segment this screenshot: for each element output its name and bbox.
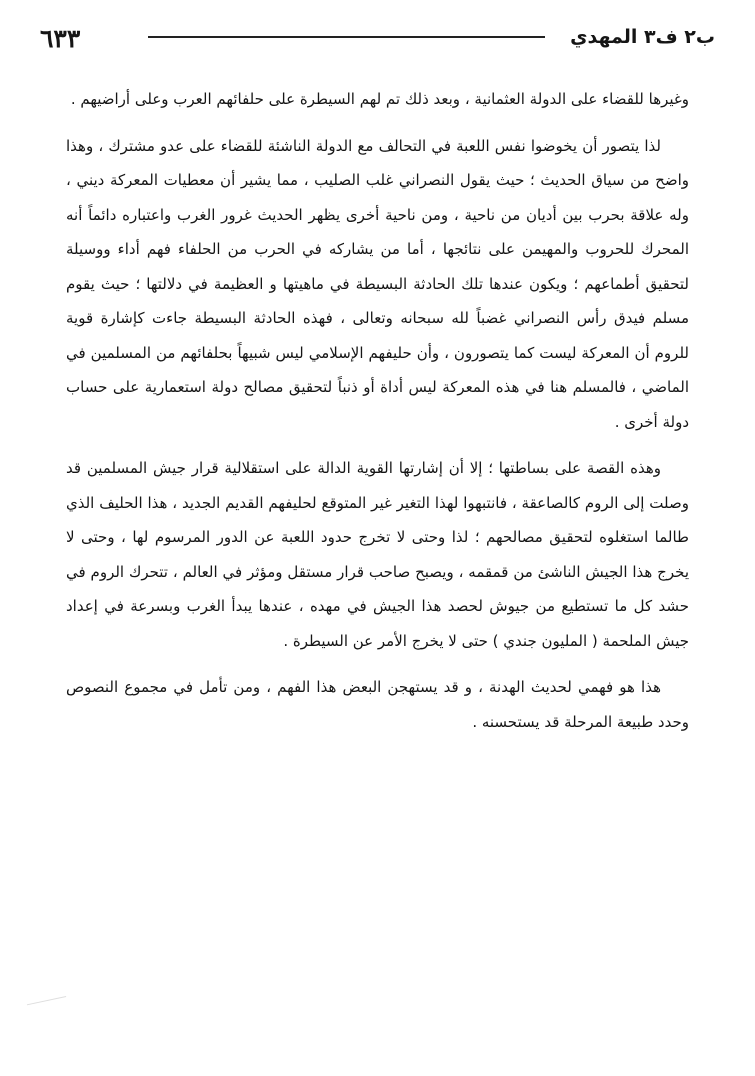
page-number: ٦٣٣ [40, 24, 81, 53]
body-text [66, 82, 689, 739]
paragraph-2: لذا يتصور أن يخوضوا نفس اللعبة في التحالف مع الدولة الناشئة للقضاء على عدو مشترك ، وهذا واضح من سياق الحديث ؛ حيث يقول النصراني غلب الصليب ، مما يشير أن معطيات المعركة ديني ، وله علاقة بحرب بين أديان من ناحية ، ومن ناحية أخرى يظهر الحديث غرور الغرب واعتباره دائماً أنه المحرك للحروب والمهيمن على نتائجها ، أما من يشاركه في الحرب من الحلفاء فهم أداء ووسيلة لتحقيق أطماعهم ؛ ويكون عندها تلك الحادثة البسيطة في ماهيتها و العظيمة في دلالتها ؛ حيث يقوم مسلم فيدق رأس النصراني غضباً لله سبحانه وتعالى ، فهذه الحادثة البسيطة جاءت كإشارة قوية للروم أن المعركة ليست كما يتصورون ، وأن حليفهم الإسلامي ليس شبيهاً بحلفائهم من المسلمين في الماضي ، فالمسلم هنا في هذه المعركة ليس أداة أو ذنباً لتحقيق مصالح دولة استعمارية على حساب دولة أخرى . [66, 136, 689, 431]
running-title: ب٢ ف٣ المهدي [570, 26, 715, 48]
header-rule [148, 36, 545, 38]
page-header [40, 22, 715, 58]
paragraph-3: وهذه القصة على بساطتها ؛ إلا أن إشارتها القوية الدالة على استقلالية قرار جيش المسلمين قد وصلت إلى الروم كالصاعقة ، فانتبهوا لهذا التغير غير المتوقع لحليفهم القديم الجديد ، هذا الحليف الذي طالما استغلوه لتحقيق مصالحهم ؛ لذا وحتى لا تخرج حدود اللعبة عن الدور المرسوم لها ، وحتى لا يخرج هذا الجيش الناشئ من قمقمه ، ويصبح صاحب قرار مستقل ومؤثر في العالم ، تتحرك الروم في حشد كل ما تستطيع من جيوش لحصد هذا الجيش في مهده ، عندها يبدأ الغرب وبسرعة في إعداد جيش الملحمة ( المليون جندي ) حتى لا يخرج الأمر عن السيطرة . [66, 459, 689, 650]
paragraph-4: هذا هو فهمي لحديث الهدنة ، و قد يستهجن البعض هذا الفهم ، ومن تأمل في مجموع النصوص وحدد طبيعة المرحلة قد يستحسنه . [66, 678, 689, 731]
scan-artifact [27, 996, 69, 1019]
paragraph-1: وغيرها للقضاء على الدولة العثمانية ، وبعد ذلك تم لهم السيطرة على حلفائهم العرب وعلى أراضيهم . [70, 90, 689, 108]
